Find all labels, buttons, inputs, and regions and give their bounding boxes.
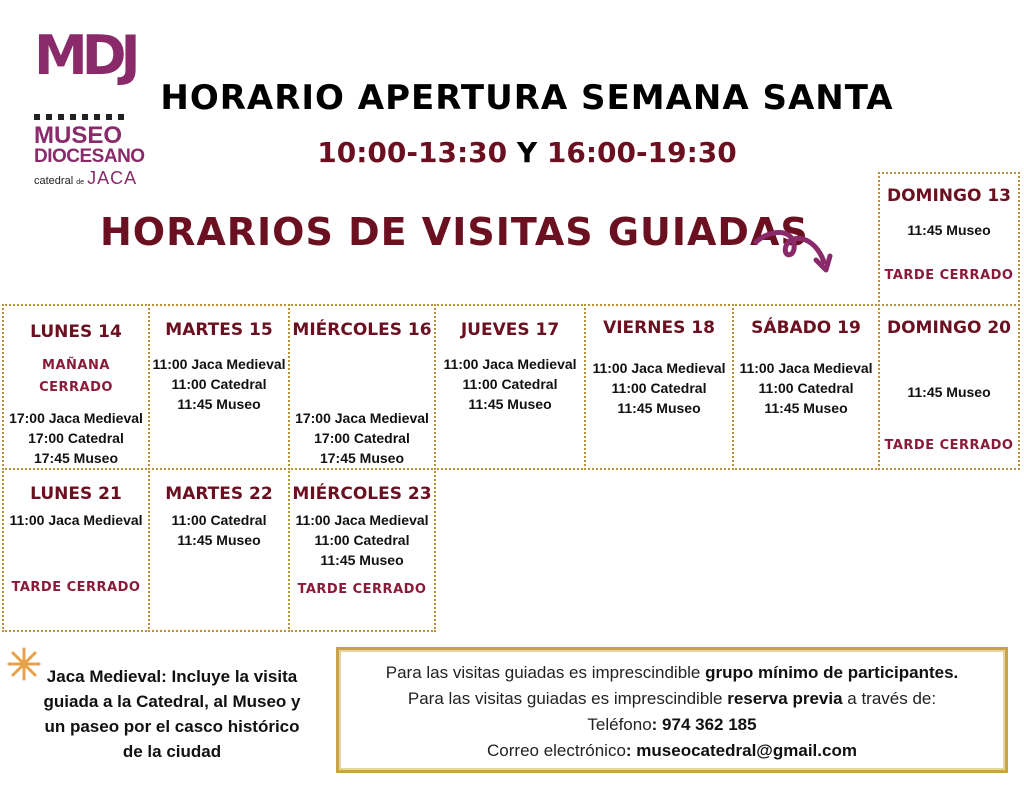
day-cell-miercoles-16 bbox=[288, 304, 436, 470]
visit-time: 11:00 Catedral bbox=[611, 380, 707, 396]
logo-line-museo: MUSEO bbox=[34, 122, 123, 149]
logo-mark: MDJ bbox=[34, 24, 135, 87]
page-title: HORARIO APERTURA SEMANA SANTA bbox=[160, 78, 894, 118]
visit-time: 17:00 Jaca Medieval bbox=[9, 410, 143, 426]
visit-time: 17:00 Catedral bbox=[314, 430, 410, 446]
day-label: DOMINGO 20 bbox=[886, 318, 1011, 338]
visit-time: 11:45 Museo bbox=[764, 400, 848, 416]
visit-time: 11:00 Jaca Medieval bbox=[592, 360, 726, 376]
day-label: LUNES 21 bbox=[30, 484, 122, 504]
closed-note: MAÑANA bbox=[42, 358, 110, 373]
visit-time: 11:00 Catedral bbox=[462, 376, 558, 392]
day-cell-domingo-13 bbox=[878, 172, 1020, 306]
day-cell-jueves-17 bbox=[434, 304, 586, 470]
day-label: MARTES 15 bbox=[165, 320, 273, 340]
visit-time: 11:00 Jaca Medieval bbox=[295, 512, 429, 528]
visit-time: 11:00 Catedral bbox=[171, 512, 267, 528]
logo-line-catedral-jaca: catedral de JACA bbox=[34, 168, 138, 188]
visit-time: 11:45 Museo bbox=[907, 384, 991, 400]
day-cell-martes-22 bbox=[148, 468, 290, 632]
visit-time: 11:45 Museo bbox=[617, 400, 701, 416]
arrow-curl-icon bbox=[752, 222, 842, 278]
visit-time: 11:00 Catedral bbox=[171, 376, 267, 392]
day-label: VIERNES 18 bbox=[603, 318, 715, 338]
day-label: JUEVES 17 bbox=[460, 320, 560, 340]
logo-line-diocesano: DIOCESANO bbox=[34, 146, 145, 167]
day-cell-miercoles-23 bbox=[288, 468, 436, 632]
day-label: MIÉRCOLES 16 bbox=[292, 320, 432, 340]
info-phone: Teléfono: 974 362 185 bbox=[587, 715, 757, 734]
day-label: LUNES 14 bbox=[30, 322, 122, 342]
visit-time: 17:00 Catedral bbox=[28, 430, 124, 446]
visit-time: 17:00 Jaca Medieval bbox=[295, 410, 429, 426]
visit-time: 11:00 Jaca Medieval bbox=[739, 360, 873, 376]
booking-info-box bbox=[336, 647, 1008, 773]
visit-time: 11:45 Museo bbox=[320, 552, 404, 568]
day-label: MIÉRCOLES 23 bbox=[292, 484, 432, 504]
day-cell-sabado-19 bbox=[732, 304, 880, 470]
info-reservation: Para las visitas guiadas es imprescindible reserva previa a través de: bbox=[407, 689, 937, 708]
day-cell-viernes-18 bbox=[584, 304, 734, 470]
jaca-medieval-note: Jaca Medieval: Incluye la visita guiada a la Catedral, al Museo y un paseo por el casco histórico de la ciudad bbox=[43, 667, 301, 761]
info-email: Correo electrónico: museocatedral@gmail.com bbox=[487, 741, 857, 760]
day-label: DOMINGO 13 bbox=[886, 186, 1011, 206]
visit-time: 11:00 Jaca Medieval bbox=[152, 356, 286, 372]
day-cell-lunes-21 bbox=[2, 468, 150, 632]
day-cell-martes-15 bbox=[148, 304, 290, 470]
day-label: SÁBADO 19 bbox=[751, 318, 861, 338]
visit-time: 17:45 Museo bbox=[319, 450, 405, 466]
closed-note: TARDE CERRADO bbox=[884, 268, 1014, 283]
visit-time: 11:45 Museo bbox=[468, 396, 552, 412]
visit-time: 11:45 Museo bbox=[177, 396, 261, 412]
visit-time: 11:00 Catedral bbox=[314, 532, 410, 548]
visit-time: 17:45 Museo bbox=[33, 450, 119, 466]
opening-hours: 10:00-13:30 Y 16:00-19:30 bbox=[317, 136, 737, 169]
closed-note: CERRADO bbox=[39, 380, 113, 395]
closed-note: TARDE CERRADO bbox=[297, 582, 427, 597]
visit-time: 11:00 Jaca Medieval bbox=[443, 356, 577, 372]
closed-note: TARDE CERRADO bbox=[884, 438, 1014, 453]
day-cell-domingo-20 bbox=[878, 304, 1020, 470]
visit-time: 11:45 Museo bbox=[907, 222, 991, 238]
guided-visits-title: HORARIOS DE VISITAS GUIADAS bbox=[100, 210, 809, 254]
visit-time: 11:00 Jaca Medieval bbox=[9, 512, 143, 528]
day-label: MARTES 22 bbox=[165, 484, 273, 504]
visit-time: 11:00 Catedral bbox=[758, 380, 854, 396]
day-cell-lunes-14 bbox=[2, 304, 150, 470]
visit-time: 11:45 Museo bbox=[177, 532, 261, 548]
info-min-group: Para las visitas guiadas es imprescindible grupo mínimo de participantes. bbox=[385, 663, 959, 682]
closed-note: TARDE CERRADO bbox=[11, 580, 141, 595]
